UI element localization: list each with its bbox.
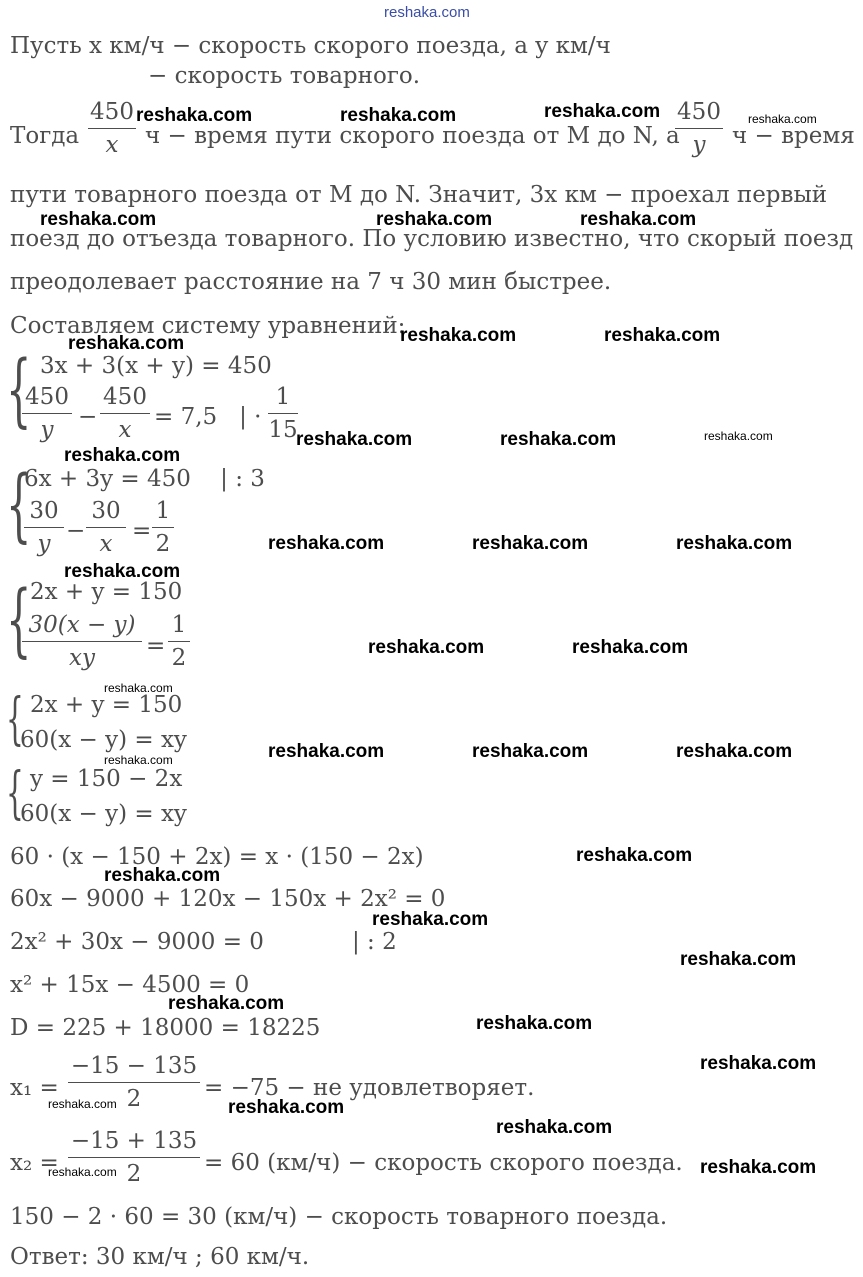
- sys1-frac1: [22, 383, 72, 444]
- watermark: reshaka.com: [476, 1013, 593, 1034]
- watermark: reshaka.com: [400, 325, 517, 346]
- fraction-numerator: −15 − 135: [70, 1053, 198, 1079]
- fraction-numerator: −15 + 135: [70, 1128, 198, 1154]
- watermark: reshaka.com: [68, 333, 185, 354]
- sys5-eq2: 60(x − y) = xy: [20, 801, 187, 827]
- watermark: reshaka.com: [296, 429, 413, 450]
- fraction-denominator: 15: [268, 417, 298, 443]
- fraction-numerator: 450: [677, 99, 721, 125]
- watermark: reshaka.com: [104, 865, 221, 886]
- watermark: reshaka.com: [168, 993, 285, 1014]
- watermark: reshaka.com: [104, 753, 173, 767]
- system-brace: {: [6, 458, 32, 551]
- fraction-denominator: xy: [69, 645, 95, 671]
- sys3-eq1: 2x + y = 150: [30, 579, 183, 605]
- watermark: reshaka.com: [572, 637, 689, 658]
- fraction-numerator: 30(x − y): [28, 612, 136, 638]
- watermark: reshaka.com: [704, 429, 773, 443]
- watermark: reshaka.com: [368, 637, 485, 658]
- intro-line-4: пути товарного поезда от M до N. Значит, 3x км − проехал первый: [10, 182, 828, 208]
- fraction-denominator: y: [40, 417, 54, 443]
- watermark: reshaka.com: [64, 445, 181, 466]
- fraction-numerator: 1: [171, 612, 187, 638]
- fraction-denominator: y: [37, 531, 51, 557]
- x1-result: = −75 − не удовлетворяет.: [204, 1075, 535, 1101]
- x2-result: = 60 (км/ч) − скорость скорого поезда.: [204, 1150, 683, 1176]
- intro-middle: ч − время пути скорого поезда от M до N, а: [145, 123, 680, 149]
- fraction-denominator: 2: [126, 1086, 142, 1112]
- watermark: reshaka.com: [268, 741, 385, 762]
- intro-line-7: Составляем систему уравнений:: [10, 313, 406, 339]
- watermark: reshaka.com: [500, 429, 617, 450]
- x2-lhs: x₂ =: [10, 1150, 59, 1176]
- watermark: reshaka.com: [680, 949, 797, 970]
- fraction-numerator: 1: [275, 384, 291, 410]
- fraction-numerator: 450: [25, 384, 69, 410]
- sys2-equals: =: [132, 518, 152, 544]
- watermark: reshaka.com: [340, 105, 457, 126]
- sys3-frac: [22, 611, 142, 672]
- watermark: reshaka.com: [372, 909, 489, 930]
- intro-line-2: − скорость товарного.: [148, 63, 421, 89]
- fraction-denominator: x: [99, 531, 113, 557]
- fraction-denominator: 2: [171, 645, 187, 671]
- watermark: reshaka.com: [748, 112, 817, 126]
- intro-togda: Тогда: [10, 123, 80, 149]
- watermark: reshaka.com: [604, 325, 721, 346]
- intro-end: ч − время: [732, 123, 855, 149]
- intro-line-6: преодолевает расстояние на 7 ч 30 мин быстрее.: [10, 269, 612, 295]
- fraction-numerator: 450: [103, 384, 147, 410]
- fraction-denominator: y: [692, 132, 706, 158]
- system-brace: {: [6, 343, 32, 436]
- sys2-eq1: 6x + 3y = 450 | : 3: [24, 466, 265, 492]
- fraction-denominator: x: [118, 417, 132, 443]
- fraction-numerator: 450: [90, 99, 134, 125]
- watermark: reshaka.com: [576, 845, 693, 866]
- step-2: 60x − 9000 + 120x − 150x + 2x² = 0: [10, 886, 446, 912]
- x1-lhs: x₁ =: [10, 1075, 59, 1101]
- sys1-minus: −: [78, 404, 98, 430]
- sys1-rhs: = 7,5 | ·: [154, 404, 262, 430]
- fraction-denominator: 2: [155, 531, 171, 557]
- fraction-450-x: [88, 98, 136, 159]
- fraction-450-y: [675, 98, 723, 159]
- step-4: x² + 15x − 4500 = 0: [10, 972, 250, 998]
- sys3-rhs-frac: [168, 611, 190, 672]
- fraction-denominator: x: [105, 132, 119, 158]
- sys4-eq2: 60(x − y) = xy: [20, 727, 187, 753]
- watermark: reshaka.com: [136, 105, 253, 126]
- intro-line-5: поезд до отъезда товарного. По условию известно, что скорый поезд: [10, 226, 854, 252]
- step-8: 150 − 2 · 60 = 30 (км/ч) − скорость товарного поезда.: [10, 1204, 668, 1230]
- watermark: reshaka.com: [376, 209, 493, 230]
- sys1-eq1: 3x + 3(x + y) = 450: [40, 353, 272, 379]
- system-brace: {: [6, 761, 24, 826]
- watermark: reshaka.com: [676, 741, 793, 762]
- fraction-numerator: 30: [29, 498, 59, 524]
- watermark: reshaka.com: [700, 1053, 817, 1074]
- system-brace: {: [6, 687, 24, 752]
- watermark: reshaka.com: [472, 533, 589, 554]
- watermark: reshaka.com: [544, 101, 661, 122]
- watermark: reshaka.com: [228, 1097, 345, 1118]
- fraction-numerator: 30: [91, 498, 121, 524]
- watermark: reshaka.com: [40, 209, 157, 230]
- sys2-minus: −: [66, 518, 86, 544]
- sys1-multiplier: [268, 383, 298, 444]
- sys2-rhs-frac: [152, 497, 174, 558]
- fraction-denominator: 2: [126, 1161, 142, 1187]
- site-header: reshaka.com: [384, 4, 470, 21]
- step-3-divisor: | : 2: [352, 929, 397, 955]
- sys2-frac2: [86, 497, 126, 558]
- watermark: reshaka.com: [676, 533, 793, 554]
- step-3: 2x² + 30x − 9000 = 0: [10, 929, 264, 955]
- system-brace: {: [6, 573, 32, 666]
- intro-line-1: Пусть x км/ч − скорость скорого поезда, а y км/ч: [10, 33, 611, 59]
- sys5-eq1: y = 150 − 2x: [30, 766, 183, 792]
- fraction-numerator: 1: [155, 498, 171, 524]
- sys2-frac1: [24, 497, 64, 558]
- watermark: reshaka.com: [268, 533, 385, 554]
- sys3-equals: =: [146, 633, 166, 659]
- sys1-frac2: [100, 383, 150, 444]
- watermark: reshaka.com: [580, 209, 697, 230]
- step-5: D = 225 + 18000 = 18225: [10, 1015, 321, 1041]
- step-1: 60 · (x − 150 + 2x) = x · (150 − 2x): [10, 844, 424, 870]
- watermark: reshaka.com: [64, 561, 181, 582]
- answer: Ответ: 30 км/ч ; 60 км/ч.: [10, 1244, 310, 1270]
- watermark: reshaka.com: [48, 1165, 117, 1179]
- watermark: reshaka.com: [472, 741, 589, 762]
- watermark: reshaka.com: [48, 1097, 117, 1111]
- watermark: reshaka.com: [104, 681, 173, 695]
- sys4-eq1: 2x + y = 150: [30, 692, 183, 718]
- watermark: reshaka.com: [700, 1157, 817, 1178]
- watermark: reshaka.com: [496, 1117, 613, 1138]
